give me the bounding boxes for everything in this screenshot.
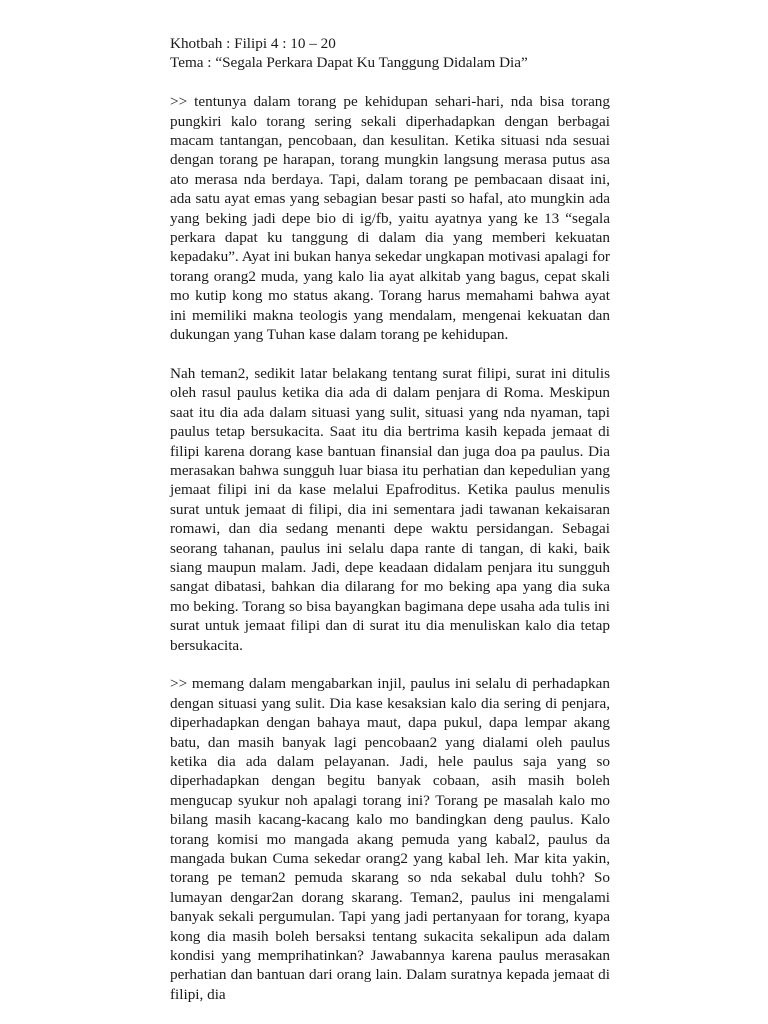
header-spacer: [170, 73, 610, 92]
paragraph-background: Nah teman2, sedikit latar belakang tentang surat filipi, surat ini ditulis oleh rasul paulus ketika dia ada di dalam penjara di Roma. Meskipun saat itu dia ada dalam situasi yang sulit, situasi yang nda nyaman, tapi paulus tetap bersukacita. Saat itu dia bertrima kasih kepada jemaat di filipi karena dorang kase bantuan finansial dan juga doa pa paulus. Dia merasakan bahwa sungguh luar biasa itu perhatian dan kepedulian yang jemaat filipi ini da kase melalui Epafroditus. Ketika paulus menulis surat untuk jemaat di filipi, dia ini sementara jadi tawanan kekaisaran romawi, dan dia sedang menanti depe waktu persidangan. Sebagai seorang tahanan, paulus ini selalu dapa rante di tangan, di kaki, baik siang maupun malam. Jadi, depe keadaan didalam penjara itu sungguh sangat dibatasi, bahkan dia dilarang for mo beking apa yang dia suka mo beking. Torang so bisa bayangkan bagimana depe usaha ada tulis ini surat untuk jemaat filipi dan di surat itu dia menuliskan kalo dia tetap bersukacita.: [170, 364, 610, 654]
paragraph-intro: >> tentunya dalam torang pe kehidupan sehari-hari, nda bisa torang pungkiri kalo torang sering sekali diperhadapkan dengan berbagai macam tantangan, pencobaan, dan kesulitan. Ketika situasi nda sesuai dengan torang pe harapan, torang mungkin langsung merasa putus asa ato merasa nda berdaya. Tapi, dalam torang pe pembacaan disaat ini, ada satu ayat emas yang sebagian besar pasti so hafal, ato mungkin ada yang beking jadi depe bio di ig/fb, yaitu ayatnya yang ke 13 “segala perkara dapat ku tanggung di dalam dia yang memberi kekuatan kepadaku”. Ayat ini bukan hanya sekedar ungkapan motivasi apalagi for torang orang2 muda, yang kalo lia ayat alkitab yang bagus, cepat skali mo kutip kong mo status akang. Torang harus memahami bahwa ayat ini memiliki makna teologis yang mendalam, mengenai kekuatan dan dukungan yang Tuhan kase dalam torang pe kehidupan.: [170, 93, 610, 344]
document-page: [170, 34, 610, 1004]
sermon-reference: Khotbah : Filipi 4 : 10 – 20: [170, 35, 336, 52]
paragraph-trials: >> memang dalam mengabarkan injil, paulus ini selalu di perhadapkan dengan situasi yang sulit. Dia kase kesaksian kalo dia sering di penjara, diperhadapkan dengan bahaya maut, dapa pukul, dapa lempar akang batu, dan masih banyak lagi pencobaan2 yang dialami oleh paulus ketika dia ada dalam pelayanan. Jadi, hele paulus saja yang so diperhadapkan dengan begitu banyak cobaan, asih masih boleh mengucap syukur noh apalagi torang ini? Torang pe masalah kalo mo bilang masih kacang-kacang kalo mo bandingkan deng paulus. Kalo torang komisi mo mangada akang pemuda yang kabal2, paulus da mangada bukan Cuma sekedar orang2 yang kabal leh. Mar kita yakin, torang pe teman2 pemuda skarang so nda sekabal dulu tohh? So lumayan dengar2an dorang skarang. Teman2, paulus ini mengalami banyak sekali pergumulan. Tapi yang jadi pertanyaan for torang, kyapa kong dia masih boleh bersaksi tentang sukacita sekalipun ada dalam kondisi yang memprihatinkan? Jawabannya karena paulus merasakan perhatian dan bantuan dari orang lain. Dalam suratnya kepada jemaat di filipi, dia: [170, 675, 610, 1003]
sermon-theme: Tema : “Segala Perkara Dapat Ku Tanggung Didalam Dia”: [170, 54, 528, 72]
